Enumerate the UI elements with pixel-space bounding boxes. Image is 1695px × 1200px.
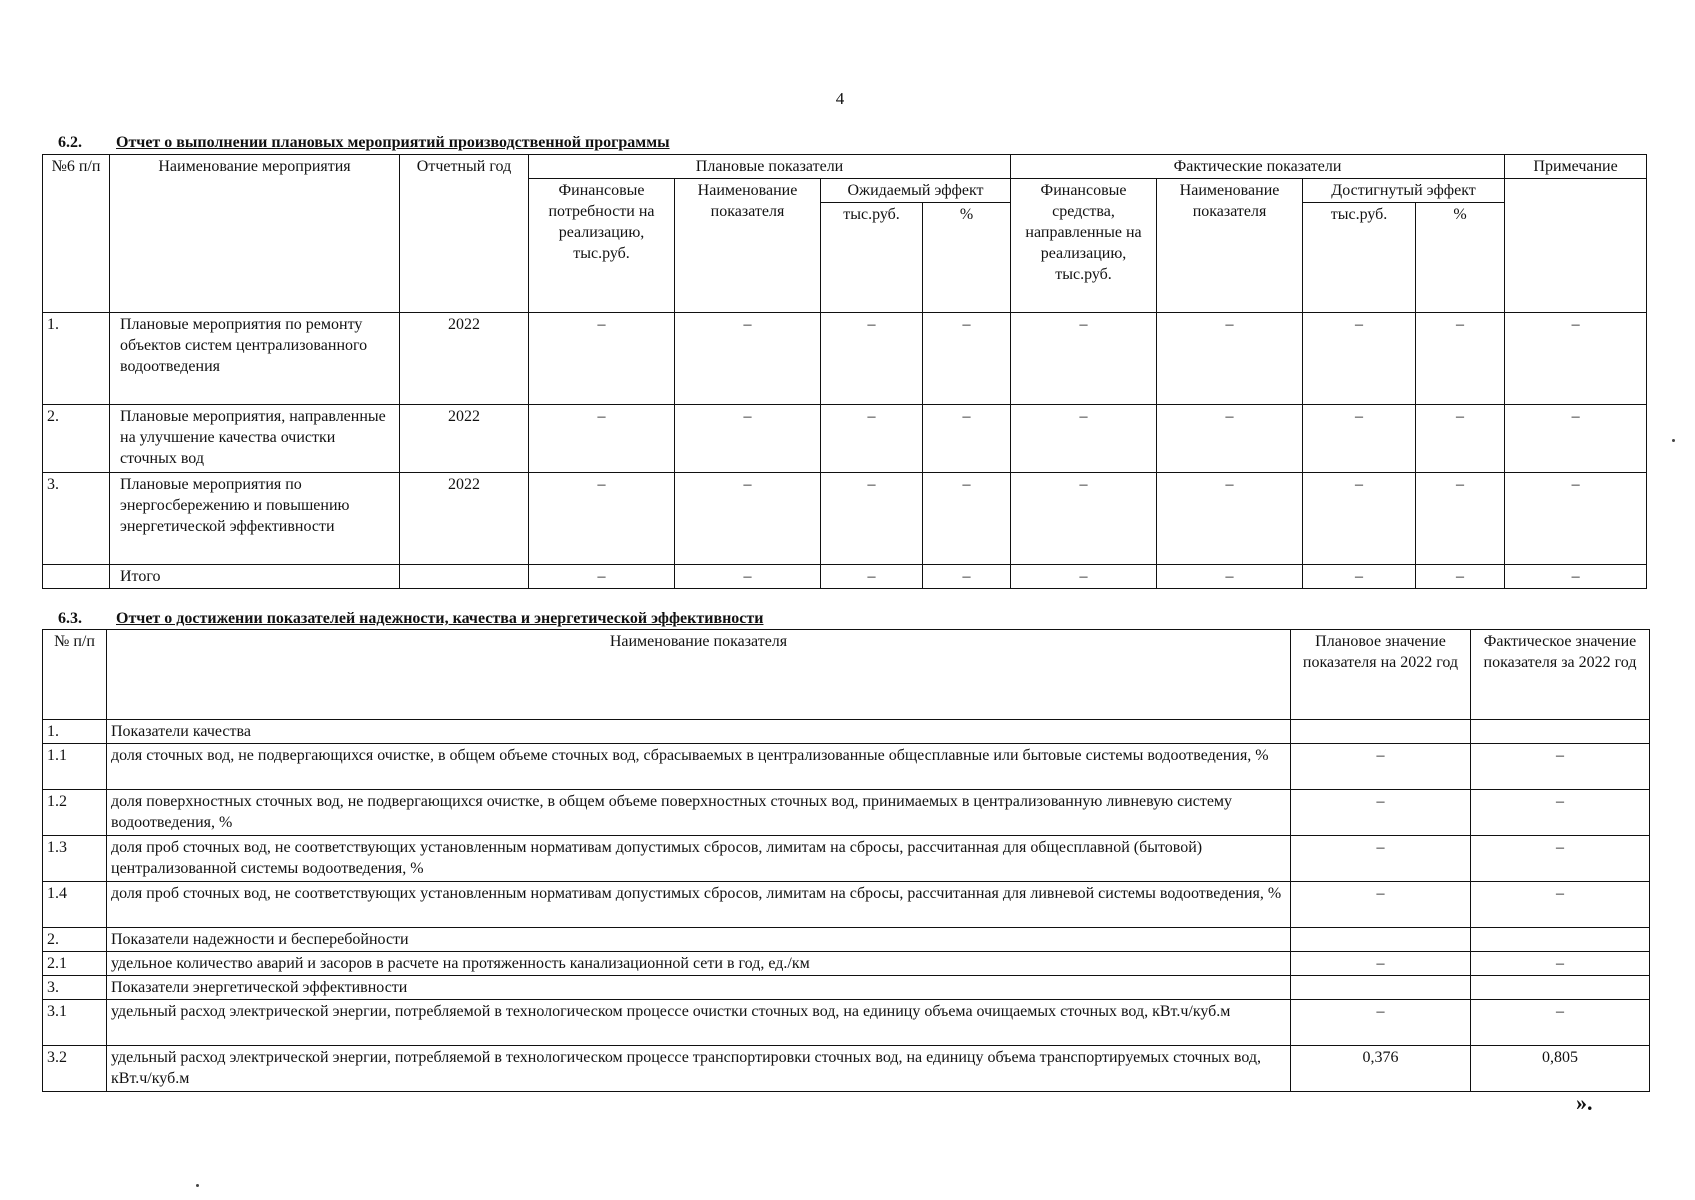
cell: – xyxy=(821,313,923,405)
cell: – xyxy=(1505,565,1647,589)
row-name: Плановые мероприятия по ремонту объектов систем централизованного водоотведения xyxy=(110,313,400,405)
cell: – xyxy=(923,473,1011,565)
scan-speck xyxy=(1672,439,1675,442)
section-6-2-title xyxy=(58,134,670,152)
closing-quote-mark: ». xyxy=(1576,1090,1593,1115)
scan-speck xyxy=(196,1184,199,1187)
row-fact: 0,805 xyxy=(1471,1046,1650,1092)
row-fact xyxy=(1471,720,1650,744)
section-number: 6.3. xyxy=(58,610,82,627)
cell: – xyxy=(923,405,1011,473)
cell: – xyxy=(675,565,821,589)
section-number: 6.2. xyxy=(58,134,82,151)
cell: – xyxy=(1303,565,1416,589)
header-name: Наименование мероприятия xyxy=(110,155,400,313)
table-row xyxy=(43,1000,1650,1046)
row-plan: 0,376 xyxy=(1291,1046,1471,1092)
header-name: Наименование показателя xyxy=(107,630,1291,720)
total-label: Итого xyxy=(110,565,400,589)
header-fact-effect-rub: тыс.руб. xyxy=(1303,203,1416,313)
header-fact-value: Фактическое значение показателя за 2022 год xyxy=(1471,630,1650,720)
row-plan xyxy=(1291,720,1471,744)
table-row xyxy=(43,744,1650,790)
row-num: 1.1 xyxy=(43,744,107,790)
header-fact-fin: Финансовые средства, направленные на реализацию, тыс.руб. xyxy=(1011,179,1157,313)
section-heading: Отчет о достижении показателей надежности, качества и энергетической эффективности xyxy=(116,610,764,627)
table-row xyxy=(43,976,1650,1000)
total-row xyxy=(43,565,1647,589)
row-name: доля проб сточных вод, не соответствующих установленным нормативам допустимых сбросов, лимитам на сбросы, рассчитанная для общесплавной (бытовой) централизованной системы водоотведения, % xyxy=(107,836,1291,882)
header-num: №6 п/п xyxy=(43,155,110,313)
cell: – xyxy=(1157,565,1303,589)
cell: – xyxy=(1505,405,1647,473)
header-note-blank xyxy=(1505,179,1647,313)
cell: – xyxy=(1303,473,1416,565)
indicators-table xyxy=(42,629,1650,1092)
row-name: Показатели надежности и бесперебойности xyxy=(107,928,1291,952)
table-row xyxy=(43,473,1647,565)
header-plan-group: Плановые показатели xyxy=(529,155,1011,179)
row-year: 2022 xyxy=(400,313,529,405)
header-num: № п/п xyxy=(43,630,107,720)
row-fact: – xyxy=(1471,744,1650,790)
header-fact-effect: Достигнутый эффект xyxy=(1303,179,1505,203)
cell: – xyxy=(923,313,1011,405)
cell: – xyxy=(1416,405,1505,473)
cell: – xyxy=(1505,313,1647,405)
table-row xyxy=(43,720,1650,744)
row-name: доля проб сточных вод, не соответствующих установленным нормативам допустимых сбросов, лимитам на сбросы, рассчитанная для ливневой системы водоотведения, % xyxy=(107,882,1291,928)
cell: – xyxy=(1416,565,1505,589)
row-plan: – xyxy=(1291,790,1471,836)
cell: – xyxy=(1303,405,1416,473)
header-note: Примечание xyxy=(1505,155,1647,179)
production-program-table xyxy=(42,154,1647,589)
cell: – xyxy=(1416,313,1505,405)
row-num xyxy=(43,565,110,589)
cell: – xyxy=(529,313,675,405)
row-plan xyxy=(1291,928,1471,952)
row-name: Плановые мероприятия, направленные на улучшение качества очистки сточных вод xyxy=(110,405,400,473)
cell: – xyxy=(1011,565,1157,589)
row-name: Показатели качества xyxy=(107,720,1291,744)
row-num: 3. xyxy=(43,976,107,1000)
cell: – xyxy=(1011,313,1157,405)
row-name: Показатели энергетической эффективности xyxy=(107,976,1291,1000)
row-num: 3. xyxy=(43,473,110,565)
header-plan-effect-pct: % xyxy=(923,203,1011,313)
row-plan: – xyxy=(1291,952,1471,976)
table-row xyxy=(43,1046,1650,1092)
row-fact: – xyxy=(1471,1000,1650,1046)
row-name: доля сточных вод, не подвергающихся очистке, в общем объеме сточных вод, сбрасываемых в централизованные общесплавные или бытовые системы водоотведения, % xyxy=(107,744,1291,790)
header-fact-indicator: Наименование показателя xyxy=(1157,179,1303,313)
row-num: 3.1 xyxy=(43,1000,107,1046)
row-num: 1.3 xyxy=(43,836,107,882)
cell: – xyxy=(821,473,923,565)
table-row xyxy=(43,790,1650,836)
table-row xyxy=(43,928,1650,952)
header-year: Отчетный год xyxy=(400,155,529,313)
row-num: 2. xyxy=(43,928,107,952)
row-name: доля поверхностных сточных вод, не подвергающихся очистке, в общем объеме поверхностных сточных вод, принимаемых в централизованную ливневую систему водоотведения, % xyxy=(107,790,1291,836)
row-fact: – xyxy=(1471,952,1650,976)
row-plan: – xyxy=(1291,882,1471,928)
row-num: 1. xyxy=(43,313,110,405)
page-number: 4 xyxy=(835,89,845,108)
row-name: удельный расход электрической энергии, потребляемой в технологическом процессе очистки сточных вод, на единицу объема очищаемых сточных вод, кВт.ч/куб.м xyxy=(107,1000,1291,1046)
section-6-3-title xyxy=(58,610,763,628)
row-year: 2022 xyxy=(400,405,529,473)
row-num: 3.2 xyxy=(43,1046,107,1092)
cell: – xyxy=(1157,405,1303,473)
cell: – xyxy=(1303,313,1416,405)
row-plan: – xyxy=(1291,1000,1471,1046)
cell: – xyxy=(529,565,675,589)
cell: – xyxy=(1505,473,1647,565)
header-fact-group: Фактические показатели xyxy=(1011,155,1505,179)
row-num: 1. xyxy=(43,720,107,744)
row-fact: – xyxy=(1471,882,1650,928)
table-row xyxy=(43,313,1647,405)
header-plan-indicator: Наименование показателя xyxy=(675,179,821,313)
row-num: 1.2 xyxy=(43,790,107,836)
cell: – xyxy=(675,405,821,473)
row-year xyxy=(400,565,529,589)
cell: – xyxy=(675,313,821,405)
header-plan-value: Плановое значение показателя на 2022 год xyxy=(1291,630,1471,720)
cell: – xyxy=(529,405,675,473)
cell: – xyxy=(821,405,923,473)
row-name: удельный расход электрической энергии, потребляемой в технологическом процессе транспортировки сточных вод, на единицу объема транспортируемых сточных вод, кВт.ч/куб.м xyxy=(107,1046,1291,1092)
header-fact-effect-pct: % xyxy=(1416,203,1505,313)
row-plan: – xyxy=(1291,744,1471,790)
cell: – xyxy=(1011,405,1157,473)
table-row xyxy=(43,882,1650,928)
table-row xyxy=(43,952,1650,976)
cell: – xyxy=(1157,313,1303,405)
cell: – xyxy=(1157,473,1303,565)
row-year: 2022 xyxy=(400,473,529,565)
cell: – xyxy=(675,473,821,565)
cell: – xyxy=(1416,473,1505,565)
row-fact xyxy=(1471,976,1650,1000)
cell: – xyxy=(923,565,1011,589)
table-row xyxy=(43,405,1647,473)
row-fact xyxy=(1471,928,1650,952)
cell: – xyxy=(1011,473,1157,565)
row-name: удельное количество аварий и засоров в расчете на протяженность канализационной сети в год, ед./км xyxy=(107,952,1291,976)
header-plan-effect-rub: тыс.руб. xyxy=(821,203,923,313)
section-heading: Отчет о выполнении плановых мероприятий производственной программы xyxy=(116,134,670,151)
row-num: 2.1 xyxy=(43,952,107,976)
row-num: 2. xyxy=(43,405,110,473)
row-name: Плановые мероприятия по энергосбережению и повышению энергетической эффективности xyxy=(110,473,400,565)
header-plan-fin: Финансовые потребности на реализацию, тыс.руб. xyxy=(529,179,675,313)
row-num: 1.4 xyxy=(43,882,107,928)
row-fact: – xyxy=(1471,790,1650,836)
cell: – xyxy=(529,473,675,565)
row-plan xyxy=(1291,976,1471,1000)
header-plan-effect: Ожидаемый эффект xyxy=(821,179,1011,203)
row-plan: – xyxy=(1291,836,1471,882)
table-row xyxy=(43,836,1650,882)
row-fact: – xyxy=(1471,836,1650,882)
cell: – xyxy=(821,565,923,589)
